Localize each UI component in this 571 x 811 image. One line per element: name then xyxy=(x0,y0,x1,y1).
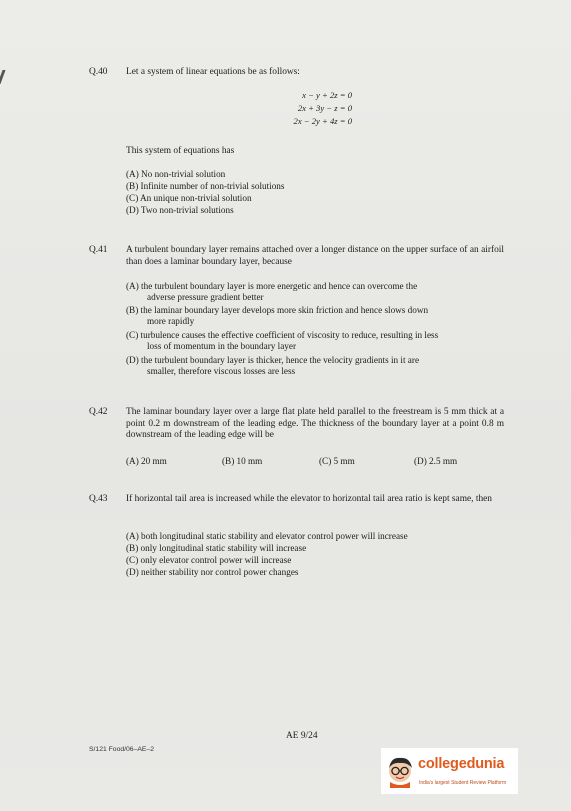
question-number: Q.42 xyxy=(89,407,108,417)
option: (B) only longitudinal static stability will increase xyxy=(126,543,307,553)
question-stem: If horizontal tail area is increased while the elevator to horizontal tail area ratio is kept same, then xyxy=(126,494,492,504)
option: (C) An unique non-trivial solution xyxy=(126,193,252,203)
option xyxy=(126,355,506,378)
option-line: more rapidly xyxy=(147,316,195,327)
option xyxy=(126,330,506,353)
option: (C) only elevator control power will increase xyxy=(126,555,292,565)
brand-tagline: India's largest Student Review Platform xyxy=(419,780,507,786)
option-line: (C) turbulence causes the effective coefficient of viscosity to reduce, resulting in less xyxy=(126,330,439,340)
question-stem: A turbulent boundary layer remains attached over a longer distance on the upper surface of an airfoil than does a laminar boundary layer, because xyxy=(126,245,504,267)
option-line: smaller, therefore viscous losses are less xyxy=(147,366,296,377)
question-stem: The laminar boundary layer over a large flat plate held parallel to the freestream is 5 mm thick at a point 0.2 m downstream of the leading edge. The thickness of the boundary layer at a point 0.8 m downstream of the leading edge will be xyxy=(126,407,504,441)
question-number: Q.41 xyxy=(89,245,108,255)
option: (B) 10 mm xyxy=(222,456,263,466)
option: (A) both longitudinal static stability and elevator control power will increase xyxy=(126,531,408,541)
option: (A) 20 mm xyxy=(126,456,167,466)
page-number: AE 9/24 xyxy=(286,731,318,741)
scan-edge-mark xyxy=(0,70,6,84)
paper-code: S/121 Food/06–AE–2 xyxy=(89,746,154,753)
option xyxy=(126,305,506,328)
option-line: loss of momentum in the boundary layer xyxy=(147,341,297,352)
option: (C) 5 mm xyxy=(319,456,355,466)
question-stem: Let a system of linear equations be as follows: xyxy=(126,67,300,77)
option: (A) No non-trivial solution xyxy=(126,169,226,179)
collegedunia-logo xyxy=(381,748,518,794)
option: (B) Infinite number of non-trivial solutions xyxy=(126,181,285,191)
option-line: (B) the laminar boundary layer develops more skin friction and hence slows down xyxy=(126,305,429,315)
equation: x − y + 2z = 0 xyxy=(302,90,352,100)
equation: 2x − 2y + 4z = 0 xyxy=(293,116,352,126)
option: (D) neither stability nor control power changes xyxy=(126,567,299,577)
equation: 2x + 3y − z = 0 xyxy=(297,103,352,113)
option-line: (D) the turbulent boundary layer is thicker, hence the velocity gradients in it are xyxy=(126,355,420,365)
question-number: Q.40 xyxy=(89,67,108,77)
question-prompt: This system of equations has xyxy=(126,146,235,156)
option: (D) Two non-trivial solutions xyxy=(126,205,234,215)
option: (D) 2.5 mm xyxy=(414,456,458,466)
option-line: adverse pressure gradient better xyxy=(147,292,264,303)
brand-name: collegedunia xyxy=(418,756,505,772)
option xyxy=(126,281,506,304)
option-line: (A) the turbulent boundary layer is more energetic and hence can overcome the xyxy=(126,281,418,291)
question-number: Q.43 xyxy=(89,494,108,504)
mascot-icon xyxy=(385,754,415,788)
